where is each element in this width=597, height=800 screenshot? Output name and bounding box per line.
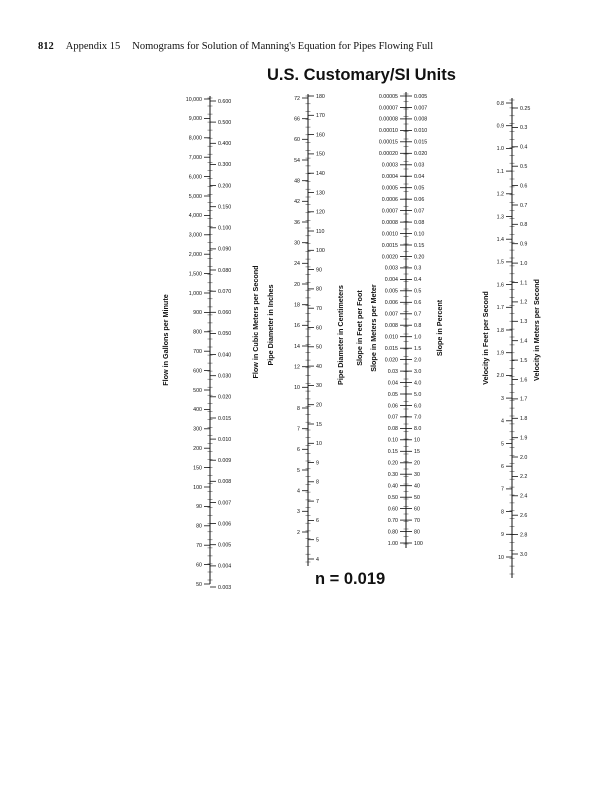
flow-tick-label: 300: [193, 426, 202, 433]
velocity-tick-label: 3: [501, 395, 504, 402]
slope-tick-label: 0.020: [414, 151, 428, 158]
velocity-tick-label: 1.5: [520, 357, 528, 364]
diameter-tick-label: 14: [294, 343, 300, 350]
slope-tick-label: 0.0004: [381, 174, 398, 180]
velocity-axis-label: Velocity in Feet per Second: [481, 291, 490, 385]
velocity-tick-label: 1.7: [496, 305, 504, 312]
diameter-tick-label: 60: [316, 325, 322, 332]
diameter-tick-label: 24: [294, 261, 300, 268]
flow-tick-label: 400: [193, 407, 202, 414]
slope-tick-label: 0.010: [414, 128, 428, 135]
diameter-tick-label: 9: [316, 460, 319, 467]
flow-tick-label: 4,000: [188, 213, 202, 220]
flow-tick-label: 0.009: [218, 458, 232, 464]
flow-tick-label: 150: [193, 465, 202, 472]
flow-tick-label: 0.020: [218, 394, 232, 401]
diameter-tick-label: 110: [316, 228, 325, 235]
slope-tick-label: 0.0015: [381, 242, 398, 249]
slope-tick-label: 1.5: [414, 346, 422, 352]
slope-tick-label: 0.08: [414, 219, 425, 226]
slope-tick-label: 0.0008: [381, 219, 398, 226]
diameter-tick-label: 80: [316, 286, 322, 293]
diameter-tick-label: 90: [316, 267, 322, 274]
velocity-tick-label: 2.0: [520, 454, 528, 461]
flow-tick-label: 0.030: [218, 373, 232, 380]
diameter-tick-label: 48: [294, 178, 300, 185]
slope-tick-label: 0.3: [414, 265, 422, 272]
flow-tick-label: 0.040: [218, 352, 232, 359]
flow-tick-label: 0.600: [218, 98, 232, 105]
slope-tick-label: 0.007: [414, 105, 428, 112]
velocity-tick-label: 1.2: [496, 191, 504, 198]
velocity-tick-label: 1.9: [496, 350, 504, 357]
diameter-tick-label: 6: [316, 518, 319, 525]
flow-tick-label: 900: [193, 310, 202, 317]
slope-tick-label: 0.5: [414, 288, 422, 295]
slope-scale: [355, 92, 444, 548]
velocity-tick-label: 2.4: [520, 493, 528, 500]
slope-tick-label: 0.05: [387, 391, 398, 398]
diameter-tick-label: 100: [316, 248, 325, 255]
slope-tick-label: 0.008: [414, 116, 428, 123]
slope-tick-label: 0.20: [414, 254, 425, 261]
diameter-tick-label: 120: [316, 209, 325, 216]
slope-tick-label: 70: [414, 517, 420, 524]
slope-tick-label: 0.06: [387, 403, 398, 410]
velocity-tick-label: 4: [501, 418, 504, 425]
slope-tick-label: 1.00: [387, 540, 398, 547]
nomogram-title: U.S. Customary/SI Units: [267, 66, 456, 84]
flow-tick-label: 0.008: [218, 479, 232, 486]
velocity-tick-label: 0.3: [520, 125, 528, 132]
diameter-tick-label: 5: [297, 467, 300, 474]
velocity-tick-label: 0.9: [496, 123, 504, 130]
flow-tick-label: 10,000: [185, 96, 202, 103]
velocity-tick-label: 2.2: [520, 474, 528, 481]
flow-tick-label: 9,000: [188, 116, 202, 123]
flow-tick-label: 1,000: [188, 290, 202, 297]
diameter-tick-label: 10: [294, 385, 300, 392]
velocity-tick-label: 7: [501, 486, 504, 493]
slope-tick-label: 0.00020: [378, 151, 398, 158]
slope-axis-label: Slope in Percent: [435, 299, 444, 357]
diameter-tick-label: 18: [294, 302, 300, 309]
velocity-tick-label: 0.5: [520, 164, 528, 170]
diameter-tick-label: 70: [316, 306, 322, 312]
slope-tick-label: 0.00010: [378, 128, 398, 135]
diameter-axis-label: Pipe Diameter in Centimeters: [336, 285, 345, 385]
velocity-tick-label: 9: [501, 532, 504, 539]
slope-tick-label: 0.0010: [381, 231, 398, 238]
diameter-tick-label: 16: [294, 323, 300, 330]
flow-tick-label: 0.050: [218, 331, 232, 338]
slope-tick-label: 0.00015: [378, 139, 398, 146]
velocity-tick-label: 0.8: [520, 222, 528, 229]
velocity-tick-label: 1.8: [520, 416, 528, 423]
flow-tick-label: 0.007: [218, 500, 232, 507]
slope-tick-label: 0.50: [387, 495, 398, 501]
slope-tick-label: 0.005: [414, 93, 428, 100]
slope-tick-label: 0.00005: [378, 93, 398, 100]
slope-tick-label: 0.008: [384, 323, 398, 329]
slope-tick-label: 0.0005: [381, 185, 398, 192]
slope-tick-label: 0.7: [414, 311, 422, 318]
slope-tick-label: 0.03: [387, 368, 398, 375]
flow-tick-label: 0.006: [218, 521, 232, 528]
slope-tick-label: 0.00008: [378, 116, 398, 123]
diameter-tick-label: 60: [294, 137, 300, 144]
diameter-tick-label: 72: [294, 95, 300, 102]
n-value-label: n = 0.019: [315, 570, 386, 588]
slope-tick-label: 0.005: [384, 288, 398, 295]
diameter-tick-label: 3: [297, 509, 300, 516]
diameter-tick-label: 170: [316, 113, 325, 120]
slope-tick-label: 50: [414, 495, 420, 501]
velocity-tick-label: 2.8: [520, 532, 528, 539]
slope-tick-label: 0.0007: [381, 208, 398, 215]
flow-tick-label: 800: [193, 329, 202, 336]
slope-tick-label: 40: [414, 483, 420, 490]
slope-tick-label: 0.04: [387, 380, 398, 387]
slope-tick-label: 0.003: [384, 265, 398, 272]
slope-tick-label: 5.0: [414, 391, 422, 398]
flow-tick-label: 6,000: [188, 174, 202, 181]
slope-tick-label: 0.0003: [381, 162, 398, 169]
slope-tick-label: 0.10: [387, 437, 398, 444]
flow-tick-label: 0.200: [218, 183, 232, 190]
velocity-tick-label: 0.4: [520, 144, 528, 151]
slope-tick-label: 0.0020: [381, 254, 398, 261]
flow-tick-label: 0.003: [218, 584, 232, 591]
flow-tick-label: 0.010: [218, 436, 232, 443]
flow-tick-label: 70: [196, 543, 202, 549]
slope-tick-label: 0.20: [387, 460, 398, 467]
flow-tick-label: 200: [193, 446, 202, 452]
slope-tick-label: 0.004: [384, 277, 398, 284]
velocity-tick-label: 1.0: [520, 260, 528, 267]
velocity-tick-label: 10: [498, 554, 504, 561]
slope-tick-label: 0.010: [384, 334, 398, 341]
diameter-tick-label: 150: [316, 151, 325, 158]
flow-tick-label: 5,000: [188, 193, 202, 200]
diameter-tick-label: 42: [294, 199, 300, 206]
diameter-scale: [266, 94, 345, 566]
slope-axis-label: Slope in Feet per Foot: [355, 290, 364, 366]
velocity-tick-label: 1.6: [496, 282, 504, 289]
velocity-tick-label: 0.9: [520, 241, 528, 248]
slope-tick-label: 10: [414, 437, 420, 444]
slope-tick-label: 6.0: [414, 403, 422, 410]
flow-tick-label: 1,500: [188, 271, 202, 278]
velocity-tick-label: 2.6: [520, 513, 528, 519]
flow-tick-label: 0.090: [218, 246, 232, 253]
diameter-tick-label: 2: [297, 529, 300, 536]
flow-axis-label: Flow in Cubic Meters per Second: [251, 265, 260, 379]
slope-tick-label: 0.6: [414, 300, 422, 307]
diameter-tick-label: 30: [294, 240, 300, 247]
appendix-title: Nomograms for Solution of Manning's Equation for Pipes Flowing Full: [132, 41, 434, 52]
diameter-tick-label: 15: [316, 421, 322, 428]
velocity-scale: [481, 98, 541, 578]
slope-tick-label: 0.80: [387, 529, 398, 536]
slope-tick-label: 1.0: [414, 334, 422, 341]
slope-tick-label: 8.0: [414, 426, 422, 433]
velocity-tick-label: 1.4: [496, 237, 504, 243]
diameter-tick-label: 7: [297, 426, 300, 433]
flow-tick-label: 3,000: [188, 232, 202, 239]
velocity-tick-label: 1.0: [496, 146, 504, 153]
slope-tick-label: 0.08: [387, 426, 398, 433]
diameter-tick-label: 20: [294, 281, 300, 288]
slope-tick-label: 0.006: [384, 300, 398, 307]
slope-tick-label: 0.70: [387, 517, 398, 524]
slope-tick-label: 0.015: [384, 346, 398, 352]
flow-tick-label: 0.100: [218, 225, 232, 232]
slope-tick-label: 0.15: [387, 449, 398, 456]
diameter-tick-label: 30: [316, 383, 322, 390]
diameter-axis-label: Pipe Diameter in Inches: [266, 284, 275, 366]
flow-tick-label: 80: [196, 523, 202, 530]
velocity-tick-label: 0.25: [520, 105, 531, 112]
slope-tick-label: 0.07: [387, 414, 398, 421]
velocity-tick-label: 1.3: [496, 214, 504, 221]
slope-tick-label: 0.10: [414, 231, 425, 238]
slope-tick-label: 20: [414, 460, 420, 467]
flow-tick-label: 0.005: [218, 542, 232, 549]
diameter-tick-label: 8: [316, 479, 319, 486]
flow-tick-label: 0.004: [218, 563, 232, 570]
velocity-tick-label: 5: [501, 441, 504, 448]
slope-tick-label: 0.007: [384, 311, 398, 318]
velocity-tick-label: 0.6: [520, 183, 528, 190]
slope-tick-label: 0.15: [414, 242, 425, 249]
velocity-tick-label: 6: [501, 464, 504, 470]
flow-tick-label: 90: [196, 504, 202, 511]
diameter-tick-label: 50: [316, 344, 322, 351]
slope-tick-label: 0.8: [414, 323, 422, 329]
velocity-tick-label: 0.8: [496, 100, 504, 107]
slope-tick-label: 0.07: [414, 208, 425, 215]
slope-tick-label: 0.0006: [381, 197, 398, 203]
velocity-tick-label: 1.1: [496, 168, 504, 175]
flow-tick-label: 0.400: [218, 141, 232, 148]
flow-scale: [161, 96, 260, 591]
velocity-tick-label: 1.2: [520, 299, 528, 306]
velocity-tick-label: 1.7: [520, 396, 528, 403]
velocity-tick-label: 1.8: [496, 327, 504, 334]
diameter-tick-label: 4: [316, 556, 319, 563]
appendix-label: Appendix 15: [65, 41, 121, 52]
flow-tick-label: 0.500: [218, 119, 232, 126]
slope-tick-label: 100: [414, 540, 423, 547]
velocity-tick-label: 2.0: [496, 373, 504, 380]
slope-tick-label: 4.0: [414, 380, 422, 387]
diameter-tick-label: 6: [297, 447, 300, 454]
flow-tick-label: 0.015: [218, 415, 232, 422]
flow-tick-label: 50: [196, 581, 202, 588]
diameter-tick-label: 130: [316, 190, 325, 197]
slope-tick-label: 0.03: [414, 162, 425, 169]
flow-tick-label: 100: [193, 484, 202, 491]
slope-tick-label: 7.0: [414, 414, 422, 421]
slope-tick-label: 0.04: [414, 174, 425, 180]
diameter-tick-label: 20: [316, 402, 322, 409]
flow-tick-label: 7,000: [188, 155, 202, 161]
slope-tick-label: 2.0: [414, 357, 422, 364]
diameter-tick-label: 36: [294, 219, 300, 226]
velocity-tick-label: 1.4: [520, 338, 528, 345]
slope-tick-label: 15: [414, 449, 420, 456]
flow-tick-label: 700: [193, 349, 202, 355]
flow-tick-label: 0.080: [218, 267, 232, 274]
flow-tick-label: 2,000: [188, 252, 202, 258]
velocity-axis-label: Velocity in Meters per Second: [532, 279, 541, 381]
velocity-tick-label: 1.6: [520, 377, 528, 384]
diameter-tick-label: 180: [316, 93, 325, 100]
flow-tick-label: 600: [193, 368, 202, 375]
velocity-tick-label: 1.3: [520, 319, 528, 326]
velocity-tick-label: 1.9: [520, 435, 528, 442]
flow-tick-label: 500: [193, 387, 202, 394]
slope-tick-label: 0.60: [387, 506, 398, 513]
flow-axis-label: Flow in Gallons per Minute: [161, 294, 170, 386]
flow-tick-label: 0.070: [218, 289, 232, 295]
slope-tick-label: 0.015: [414, 139, 428, 146]
slope-tick-label: 0.30: [387, 472, 398, 478]
slope-tick-label: 0.05: [414, 185, 425, 192]
diameter-tick-label: 8: [297, 405, 300, 412]
slope-axis-label: Slope in Meters per Meter: [369, 284, 378, 372]
diameter-tick-label: 140: [316, 171, 325, 177]
slope-tick-label: 30: [414, 472, 420, 478]
slope-tick-label: 0.020: [384, 357, 398, 364]
slope-tick-label: 0.40: [387, 483, 398, 490]
velocity-tick-label: 1.1: [520, 280, 528, 287]
flow-tick-label: 0.150: [218, 204, 232, 211]
velocity-tick-label: 8: [501, 509, 504, 516]
slope-tick-label: 0.4: [414, 277, 422, 284]
diameter-tick-label: 7: [316, 498, 319, 505]
velocity-tick-label: 1.5: [496, 259, 504, 266]
page-number: 812: [38, 41, 54, 52]
diameter-tick-label: 4: [297, 488, 300, 495]
slope-tick-label: 80: [414, 529, 420, 536]
diameter-tick-label: 10: [316, 441, 322, 448]
diameter-tick-label: 12: [294, 364, 300, 371]
diameter-tick-label: 40: [316, 363, 322, 370]
flow-tick-label: 8,000: [188, 135, 202, 142]
diameter-tick-label: 5: [316, 537, 319, 544]
diameter-tick-label: 54: [294, 157, 300, 164]
velocity-tick-label: 3.0: [520, 551, 528, 558]
slope-tick-label: 60: [414, 506, 420, 513]
diameter-tick-label: 66: [294, 116, 300, 123]
slope-tick-label: 0.06: [414, 197, 425, 203]
velocity-tick-label: 0.7: [520, 202, 528, 209]
flow-tick-label: 60: [196, 562, 202, 569]
flow-tick-label: 0.060: [218, 310, 232, 317]
flow-tick-label: 0.300: [218, 162, 232, 169]
slope-tick-label: 0.00007: [378, 105, 398, 112]
slope-tick-label: 3.0: [414, 368, 422, 375]
diameter-tick-label: 160: [316, 132, 325, 139]
